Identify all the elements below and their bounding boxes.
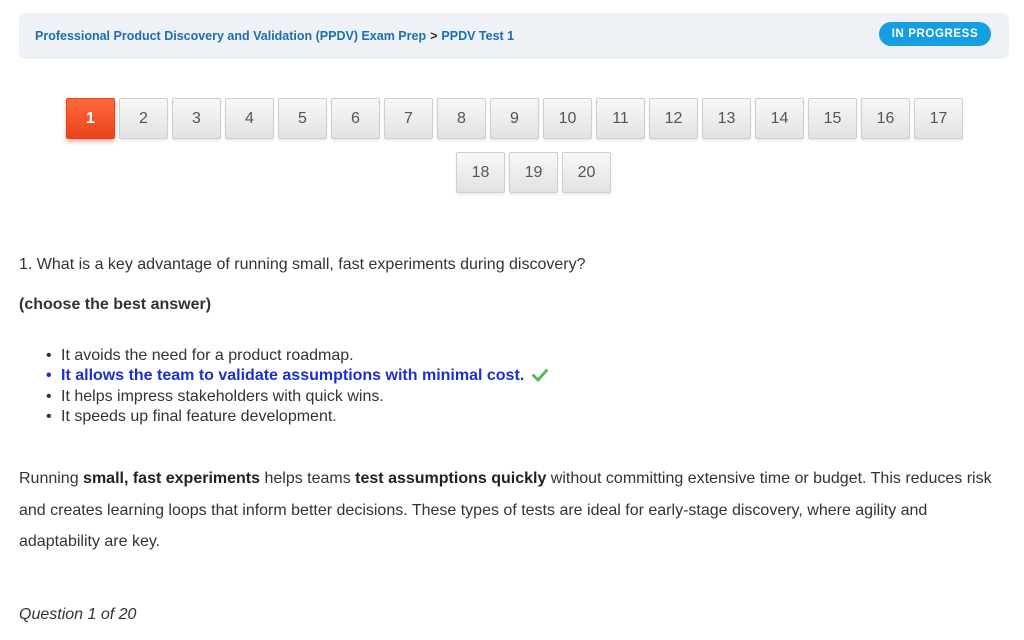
explanation-segment: Running [19, 470, 84, 487]
page-button-19[interactable]: 19 [509, 152, 558, 193]
breadcrumb-course-link[interactable]: Professional Product Discovery and Validation (PPDV) Exam Prep [35, 29, 427, 43]
answer-option-correct [46, 366, 548, 388]
breadcrumb-test-link[interactable]: PPDV Test 1 [441, 29, 515, 43]
page-button-14[interactable]: 14 [755, 98, 804, 139]
page-button-15[interactable]: 15 [808, 98, 857, 139]
explanation-segment: without committing extensive time or budget. This reduces risk and creates learning loops that inform better decisions. These types of tests are ideal for early-stage discovery, where agility and adaptability are key. [19, 470, 992, 550]
breadcrumb [35, 29, 514, 43]
page-button-17[interactable]: 17 [914, 98, 963, 139]
check-icon [532, 368, 548, 388]
answer-option-text: It speeds up final feature development. [61, 407, 337, 425]
answer-option [46, 407, 548, 427]
bullet-dot: • [46, 366, 52, 384]
page-button-4[interactable]: 4 [225, 98, 274, 139]
answer-option [46, 387, 548, 407]
page-button-20[interactable]: 20 [562, 152, 611, 193]
page-button-18[interactable]: 18 [456, 152, 505, 193]
answer-option [46, 346, 548, 366]
page-button-11[interactable]: 11 [596, 98, 645, 139]
answer-option-text: It helps impress stakeholders with quick wins. [61, 388, 384, 405]
answer-option-text: It allows the team to validate assumptions with minimal cost. [61, 366, 525, 384]
page-button-16[interactable]: 16 [861, 98, 910, 139]
top-bar [19, 13, 1009, 59]
explanation-text [19, 463, 1009, 558]
question-pager-row-2 [456, 152, 611, 193]
page-button-13[interactable]: 13 [702, 98, 751, 139]
page-button-5[interactable]: 5 [278, 98, 327, 139]
answer-list [46, 346, 548, 426]
status-badge: IN PROGRESS [879, 22, 991, 46]
bullet-dot: • [46, 347, 52, 364]
bullet-dot: • [46, 407, 52, 425]
bullet-dot: • [46, 388, 52, 405]
question-pager-row-1 [66, 98, 963, 139]
page-button-3[interactable]: 3 [172, 98, 221, 139]
page-button-6[interactable]: 6 [331, 98, 380, 139]
page-button-1[interactable]: 1 [66, 98, 115, 139]
page-button-2[interactable]: 2 [119, 98, 168, 139]
explanation-emphasis: small, fast experiments [83, 470, 261, 487]
question-text: 1. What is a key advantage of running small, fast experiments during discovery? [19, 256, 586, 273]
page-button-12[interactable]: 12 [649, 98, 698, 139]
breadcrumb-separator: > [430, 29, 438, 43]
page-button-10[interactable]: 10 [543, 98, 592, 139]
page-button-9[interactable]: 9 [490, 98, 539, 139]
answer-instruction: (choose the best answer) [19, 296, 212, 313]
page-button-8[interactable]: 8 [437, 98, 486, 139]
explanation-emphasis: test assumptions quickly [355, 470, 547, 487]
answer-option-text: It avoids the need for a product roadmap. [61, 347, 354, 364]
question-counter: Question 1 of 20 [19, 606, 137, 623]
page-button-7[interactable]: 7 [384, 98, 433, 139]
explanation-segment: helps teams [260, 470, 356, 487]
